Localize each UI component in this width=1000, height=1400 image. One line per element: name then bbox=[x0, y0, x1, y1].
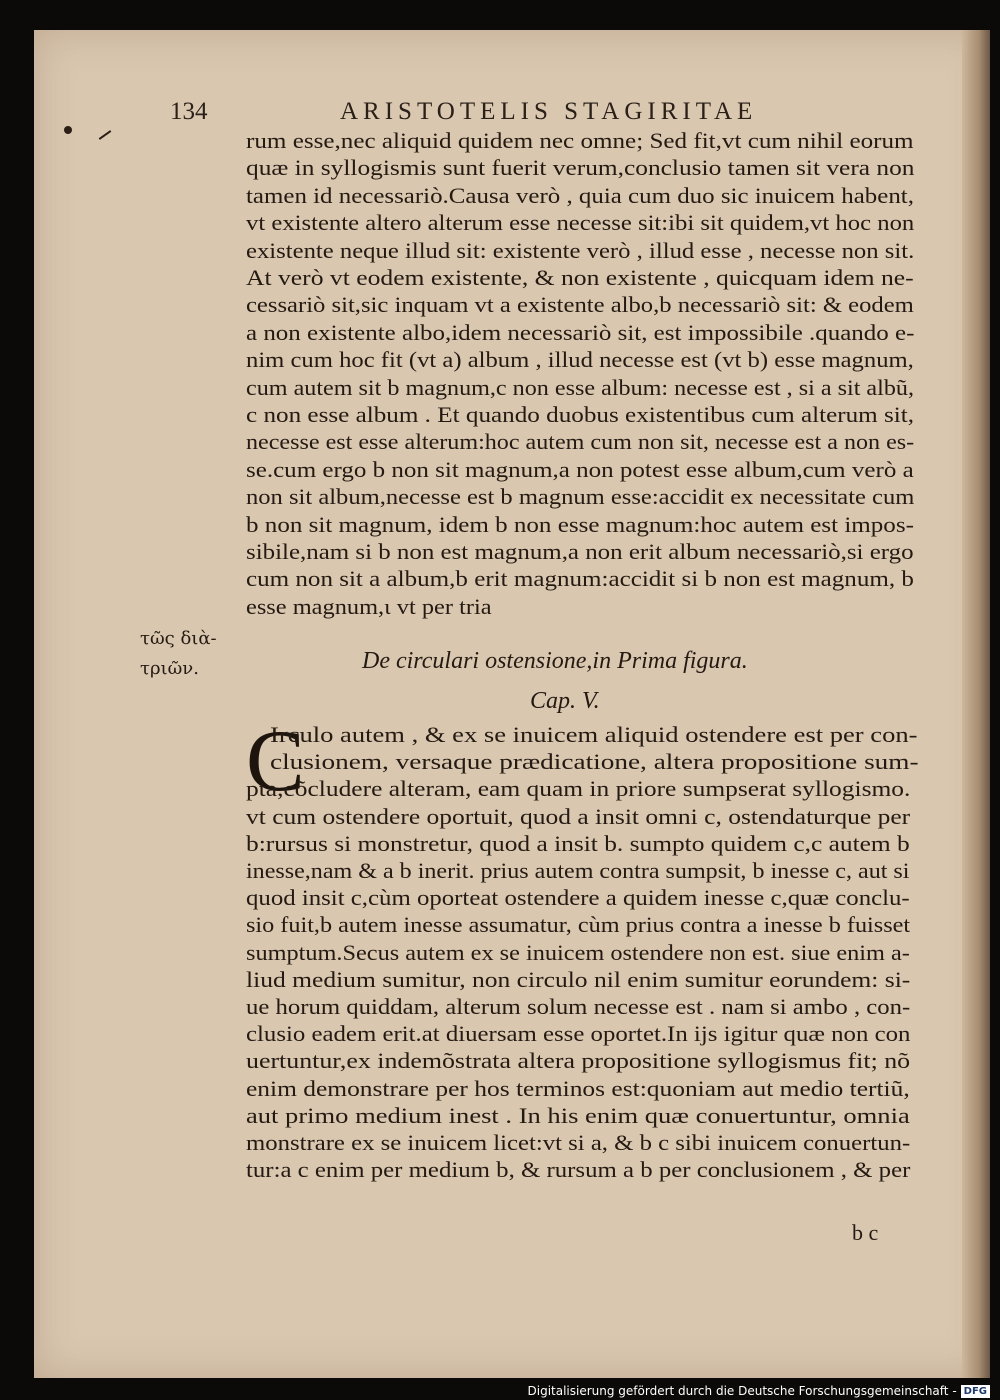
text-line: vt cum ostendere oportuit, quod a insit omni c, ostendaturque per bbox=[246, 803, 911, 829]
text-line: sio fuit,b autem inesse assumatur, cùm prius contra a inesse b fuisset bbox=[246, 912, 911, 938]
text-line: ue horum quiddam, alterum solum necesse est . nam si ambo , con- bbox=[246, 994, 911, 1019]
text-line: enim demonstrare per hos terminos est:quoniam aut medio tertiũ, bbox=[246, 1075, 910, 1101]
text-line: cessariò sit,sic inquam vt a existente albo,b necessariò sit: & eodem bbox=[246, 292, 914, 318]
book-spine-shadow bbox=[962, 30, 990, 1378]
text-line: nim cum hoc fit (vt a) album , illud necesse est (vt b) esse magnum, bbox=[246, 347, 914, 373]
text-line: quod insit c,cùm oporteat ostendere a quidem inesse c,quæ conclu- bbox=[246, 885, 910, 911]
text-line: sibile,nam si b non est magnum,a non erit album necessariò,si ergo bbox=[246, 539, 914, 564]
text-line: inesse,nam & a b inerit. prius autem contra sumpsit, b inesse c, aut si bbox=[246, 858, 910, 883]
catchword: b c bbox=[852, 1220, 879, 1245]
text-line: quæ in syllogismis sunt fuerit verum,conclusio tamen sit vera non bbox=[246, 155, 915, 181]
text-line: c non esse album . Et quando duobus existentibus cum alterum sit, bbox=[246, 402, 915, 427]
drop-cap: C bbox=[246, 713, 305, 810]
text-line: pta,cõcludere alteram, eam quam in priore sumpserat syllogismo. bbox=[246, 776, 911, 802]
text-line: monstrare ex se inuicem licet:vt si a, & b c sibi inuicem conuertun- bbox=[246, 1130, 911, 1155]
marginal-note bbox=[140, 624, 230, 684]
text-line: b non sit magnum, idem b non esse magnum:hoc autem est impos- bbox=[246, 511, 914, 537]
text-line: cum autem sit b magnum,c non esse album: necesse est , si a sit albũ, bbox=[246, 374, 914, 400]
text-line: vt existente altero alterum esse necesse sit:ibi sit quidem,vt hoc non bbox=[246, 210, 915, 236]
digitization-footer bbox=[528, 1384, 991, 1398]
text-line: aut primo medium inest . In his enim quæ conuertuntur, omnia bbox=[246, 1102, 910, 1128]
text-line: existente neque illud sit: existente verò , illud esse , necesse non sit. bbox=[246, 237, 915, 263]
chapter-label: Cap. V. bbox=[530, 688, 600, 714]
text-line: b:rursus si monstretur, quod a insit b. sumpto quidem c,c autem b bbox=[246, 830, 910, 856]
text-line: se.cum ergo b non sit magnum,a non potest esse album,cum verò a bbox=[246, 456, 914, 482]
marginal-note-line: τριῶν. bbox=[140, 658, 199, 679]
text-line: tamen id necessariò.Causa verò , quia cum duo sic inuicem habent, bbox=[246, 182, 914, 208]
text-line: rum esse,nec aliquid quidem nec omne; Sed fit,vt cum nihil eorum bbox=[246, 128, 914, 153]
dfg-logo-icon: DFG bbox=[961, 1385, 990, 1398]
text-line: cum non sit a album,b erit magnum:accidit si b non est magnum, b bbox=[246, 566, 914, 592]
text-line: clusionem, versaque prædicatione, altera propositione sum- bbox=[270, 749, 919, 775]
running-head: ARISTOTELIS STAGIRITAE bbox=[340, 98, 758, 125]
text-line: sumptum.Secus autem ex se inuicem ostendere non est. siue enim a- bbox=[246, 939, 910, 965]
ink-dot-mark bbox=[64, 126, 72, 134]
text-line: a non existente albo,idem necessariò sit, est impossibile .quando e- bbox=[246, 319, 915, 345]
footer-text: Digitalisierung gefördert durch die Deutsche Forschungsgemeinschaft - bbox=[527, 1384, 957, 1398]
text-line: necesse est esse alterum:hoc autem cum non sit, necesse est a non es- bbox=[246, 429, 915, 455]
text-line: At verò vt eodem existente, & non existente , quicquam idem ne- bbox=[246, 265, 914, 290]
text-line: non sit album,necesse est b magnum esse:accidit ex necessitate cum bbox=[246, 484, 915, 510]
text-line: liud medium sumitur, non circulo nil enim sumitur eorundem: si- bbox=[246, 966, 911, 992]
marginal-note-line: τῶς διὰ- bbox=[140, 628, 217, 649]
text-line: tur:a c enim per medium b, & rursum a b per conclusionem , & per bbox=[246, 1157, 911, 1183]
text-line: uertuntur,ex indemõstrata altera propositione syllogismus fit; nõ bbox=[246, 1048, 911, 1074]
page-number: 134 bbox=[170, 98, 208, 125]
text-line: clusio eadem erit.at diuersam esse oportet.In ijs igitur quæ non con bbox=[246, 1021, 911, 1047]
text-line: esse magnum,ι vt per tria bbox=[246, 593, 492, 619]
section-heading: De circulari ostensione,in Prima figura. bbox=[362, 648, 748, 674]
text-line: Irculo autem , & ex se inuicem aliquid ostendere est per con- bbox=[270, 722, 918, 747]
